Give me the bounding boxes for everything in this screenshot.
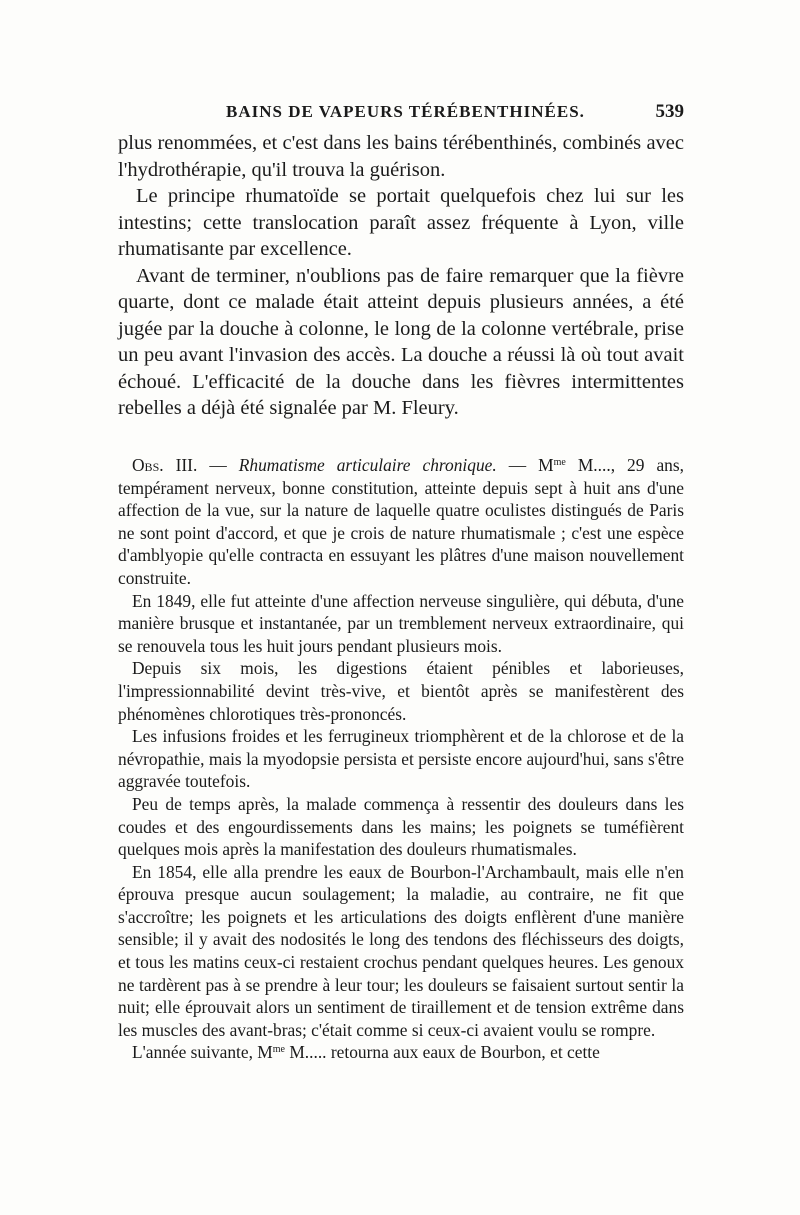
main-text (118, 130, 684, 422)
observation-title: Rhumatisme articulaire chronique. (238, 455, 497, 475)
observation-paragraph-7 (118, 1041, 684, 1064)
observation-p7-start: L'année suivante, M (132, 1042, 273, 1063)
observation-paragraph-5: Peu de temps après, la malade commença à ressentir des douleurs dans les coudes et des engourdissements dans les mains; les poignets se tuméfièrent quelques mois après la manifestation des douleurs rhumatismales. (118, 793, 684, 860)
paragraph-3: Avant de terminer, n'oublions pas de faire remarquer que la fièvre quarte, dont ce malade était atteint depuis plusieurs années, a été jugée par la douche à colonne, le long de la colonne vertébrale, prise un peu avant l'invasion des accès. La douche a réussi là où tout avait échoué. L'efficacité de la douche dans les fièvres intermittentes rebelles a déjà été signalée par M. Fleury. (118, 264, 684, 419)
observation-first-text: M...., 29 ans, tempérament nerveux, bonne constitution, atteinte depuis sept à huit ans d'une affection de la vue, sur la nature de laquelle quatre oculistes distingués de Paris ne sont point d'accord, et que je crois de nature rhumatismale ; c'est une espèce d'amblyopie qu'elle contracta en essuyant les plâtres d'une maison nouvellement construite. (118, 455, 684, 588)
observation-section (118, 454, 684, 1064)
observation-paragraph-6: En 1854, elle alla prendre les eaux de Bourbon-l'Archambault, mais elle n'en éprouva presque aucun soulagement; la maladie, au contraire, ne fit que s'accroître; les poignets et les articulations des doigts enflèrent d'une manière sensible; il y avait des nodosités le long des tendons des fléchisseurs des doigts, et tous les matins ceux-ci restaient crochus pendant quelques heures. Les genoux ne tardèrent pas à se prendre à leur tour; les douleurs se faisaient surtout sentir la nuit; elle éprouvait alors un sentiment de tiraillement et de tension extrême dans les muscles des avant-bras; c'était comme si ceux-ci avaient voulu se rompre. (118, 861, 684, 1040)
observation-p7-superscript: me (272, 1044, 285, 1056)
observation-after-title: — M (496, 455, 554, 475)
observation-paragraph-1 (118, 454, 684, 590)
observation-p7-rest: M..... retourna aux eaux de Bourbon, et cette (284, 1042, 600, 1063)
observation-paragraph-4: Les infusions froides et les ferrugineux triomphèrent et de la chlorose et de la névropathie, mais la myodopsie persista et persiste encore aujourd'hui, sans s'être aggravée toutefois. (118, 726, 684, 792)
observation-paragraph-2: En 1849, elle fut atteinte d'une affection nerveuse singulière, qui débuta, d'une manière brusque et instantanée, par un tremblement nerveux extraordinaire, qui se renouvela tous les huit jours pendant plusieurs mois. (118, 590, 684, 656)
running-title: BAINS DE VAPEURS TÉRÉBENTHINÉES. (226, 102, 585, 121)
paragraph-2: Le principe rhumatoïde se portait quelquefois chez lui sur les intestins; cette translocation paraît assez fréquente à Lyon, ville rhumatisante par excellence. (118, 185, 684, 260)
page-number: 539 (655, 101, 684, 122)
paragraph-1: plus renommées, et c'est dans les bains térébenthinés, combinés avec l'hydrothérapie, qu'il trouva la guérison. (118, 132, 684, 181)
observation-label: Obs. III. (132, 455, 198, 475)
observation-superscript: me (553, 457, 566, 468)
page-header (118, 98, 684, 126)
observation-paragraph-3: Depuis six mois, les digestions étaient pénibles et laborieuses, l'impressionnabilité devint très-vive, et bientôt après se manifestèrent des phénomènes chlorotiques très-prononcés. (118, 658, 684, 724)
observation-dash: — (197, 455, 239, 475)
